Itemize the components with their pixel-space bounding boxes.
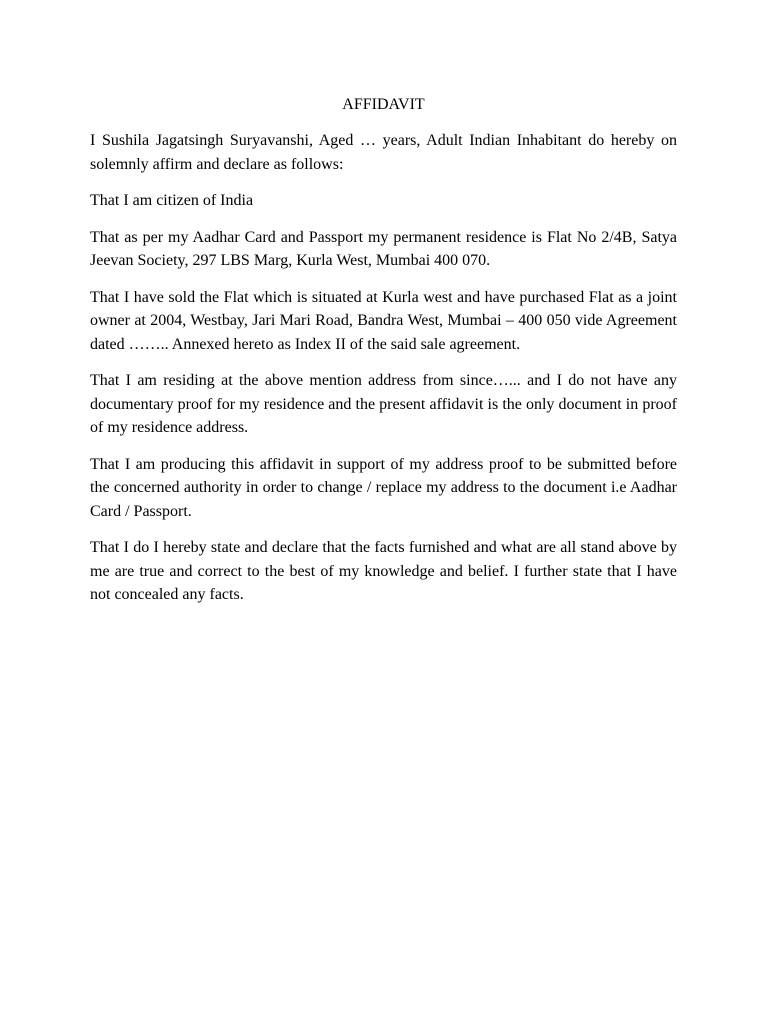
paragraph-permanent-residence: That as per my Aadhar Card and Passport my permanent residence is Flat No 2/4B, Satya Jeevan Society, 297 LBS Marg, Kurla West, Mumbai 400 070. xyxy=(90,228,677,269)
document-page xyxy=(90,93,677,620)
paragraph-declarant-intro: I Sushila Jagatsingh Suryavanshi, Aged … years, Adult Indian Inhabitant do hereby on solemnly affirm and declare as follows: xyxy=(90,132,677,173)
paragraph-citizenship: That I am citizen of India xyxy=(90,192,254,209)
paragraph-residing-proof: That I am residing at the above mention address from since…... and I do not have any documentary proof for my residence and the present affidavit is the only document in proof of my residence address. xyxy=(90,372,677,436)
paragraph-declaration: That I do I hereby state and declare that the facts furnished and what are all stand above by me are true and correct to the best of my knowledge and belief. I further state that I have not concealed any facts. xyxy=(90,539,677,603)
paragraph-flat-sale-purchase: That I have sold the Flat which is situated at Kurla west and have purchased Flat as a joint owner at 2004, Westbay, Jari Mari Road, Bandra West, Mumbai – 400 050 vide Agreement dated …….. Annexed hereto as Index II of the said sale agreement. xyxy=(90,288,677,353)
paragraph-address-proof-purpose: That I am producing this affidavit in support of my address proof to be submitted before the concerned authority in order to change / replace my address to the document i.e Aadhar Card / Passport. xyxy=(90,455,677,520)
document-title: AFFIDAVIT xyxy=(342,96,425,113)
